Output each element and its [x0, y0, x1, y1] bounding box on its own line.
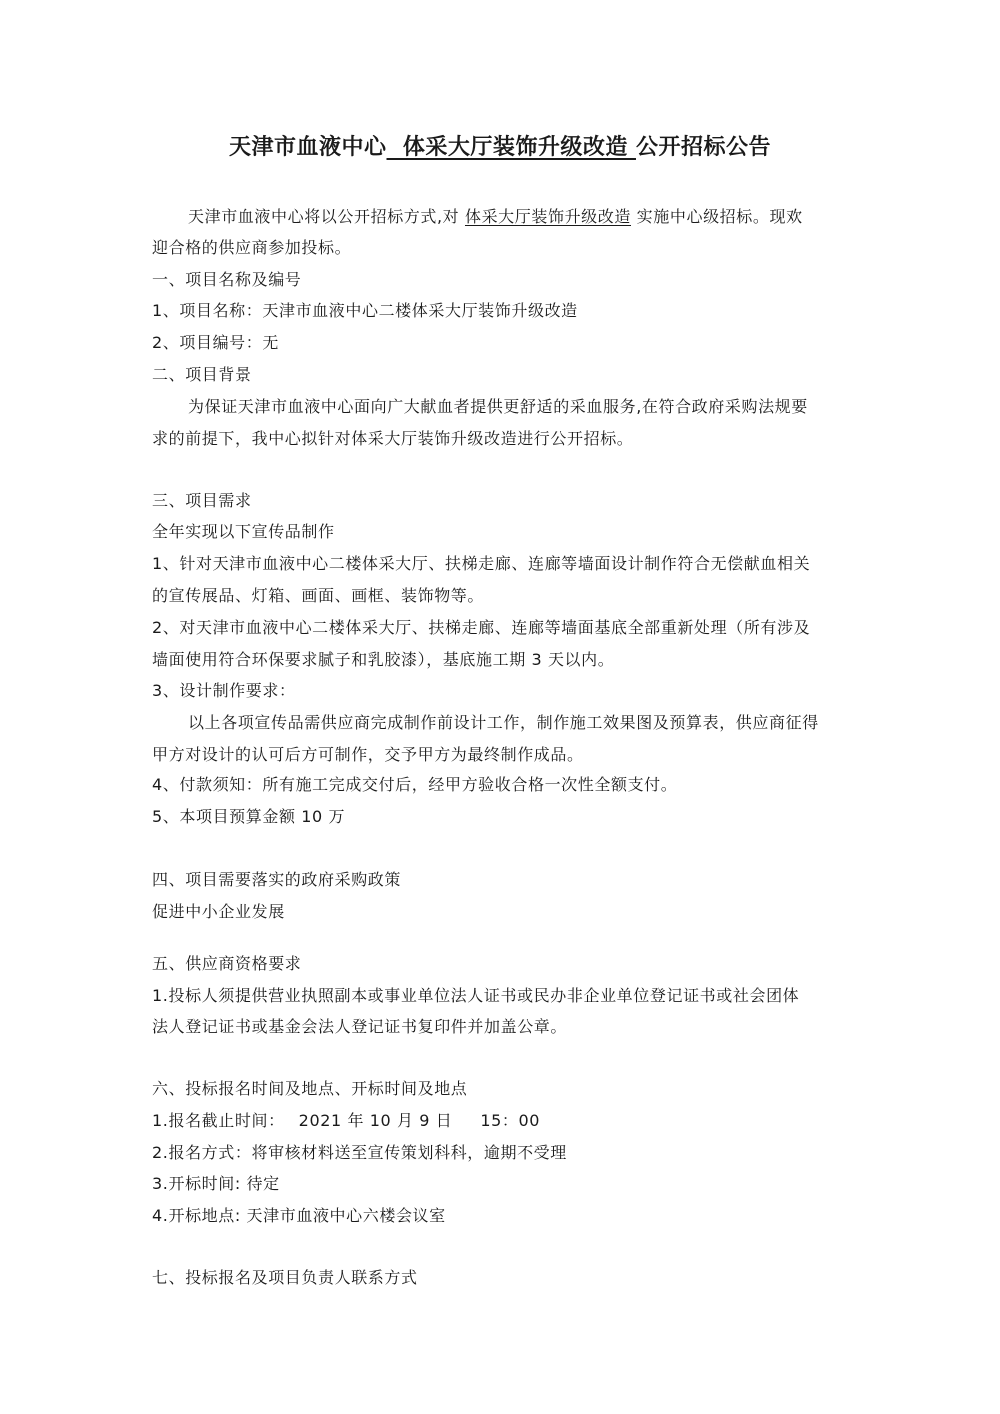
section5-heading: 五、供应商资格要求: [152, 954, 302, 973]
section3-item3-line2: 甲方对设计的认可后方可制作，交予甲方为最终制作成品。: [152, 745, 584, 764]
title-type: 公开招标公告: [635, 135, 771, 160]
section6-item2: 2.报名方式：将审核材料送至宣传策划科科，逾期不受理: [152, 1143, 567, 1162]
intro-line-1: [188, 205, 803, 229]
section2-line1: 为保证天津市血液中心面向广大献血者提供更舒适的采血服务,在符合政府采购法规要: [188, 397, 808, 416]
section3-item1-line1: 1、针对天津市血液中心二楼体采大厅、扶梯走廊、连廊等墙面设计制作符合无偿献血相关: [152, 554, 811, 573]
deadline-time: 15：00: [480, 1111, 541, 1130]
section1-item1: 1、项目名称：天津市血液中心二楼体采大厅装饰升级改造: [152, 301, 578, 320]
intro-line-2: 迎合格的供应商参加投标。: [152, 238, 352, 257]
section3-item3-line1: 以上各项宣传品需供应商完成制作前设计工作，制作施工效果图及预算表，供应商征得: [188, 713, 819, 732]
section3-item2-line1: 2、对天津市血液中心二楼体采大厅、扶梯走廊、连廊等墙面基底全部重新处理（所有涉及: [152, 618, 811, 637]
section4-heading: 四、项目需要落实的政府采购政策: [152, 870, 402, 889]
section3-item1-line2: 的宣传展品、灯箱、画面、画框、装饰物等。: [152, 586, 485, 605]
section2-line2: 求的前提下，我中心拟针对体采大厅装饰升级改造进行公开招标。: [152, 429, 634, 448]
section3-item3: 3、设计制作要求：: [152, 681, 296, 700]
section6-item3: 3.开标时间: 待定: [152, 1174, 280, 1193]
title-org: 天津市血液中心: [228, 135, 387, 160]
intro-text-a: 天津市血液中心将以公开招标方式,对: [188, 207, 465, 226]
section1-item2: 2、项目编号：无: [152, 333, 279, 352]
section3-sub: 全年实现以下宣传品制作: [152, 522, 335, 541]
section6-item4: 4.开标地点: 天津市血液中心六楼会议室: [152, 1206, 446, 1225]
deadline-date: 2021 年 10 月 9 日: [298, 1111, 453, 1130]
section3-item5: 5、本项目预算金额 10 万: [152, 807, 346, 826]
section4-line1: 促进中小企业发展: [152, 902, 285, 921]
deadline-label: 1.报名截止时间：: [152, 1111, 285, 1130]
section6-deadline: [152, 1109, 540, 1133]
intro-project-name: 体采大厅装饰升级改造: [464, 207, 631, 226]
section3-item4: 4、付款须知：所有施工完成交付后，经甲方验收合格一次性全额支付。: [152, 775, 678, 794]
section3-heading: 三、项目需求: [152, 491, 252, 510]
section5-line1: 1.投标人须提供营业执照副本或事业单位法人证书或民办非企业单位登记证书或社会团体: [152, 986, 800, 1005]
title-project: 体采大厅装饰升级改造: [386, 135, 636, 160]
section7-heading: 七、投标报名及项目负责人联系方式: [152, 1268, 418, 1287]
section1-heading: 一、项目名称及编号: [152, 270, 302, 289]
section3-item2-line2: 墙面使用符合环保要求腻子和乳胶漆），基底施工期 3 天以内。: [152, 650, 615, 669]
document-title: [0, 131, 1000, 165]
section6-heading: 六、投标报名时间及地点、开标时间及地点: [152, 1079, 468, 1098]
section5-line2: 法人登记证书或基金会法人登记证书复印件并加盖公章。: [152, 1017, 568, 1036]
section2-heading: 二、项目背景: [152, 365, 252, 384]
intro-text-c: 实施中心级招标。现欢: [631, 207, 803, 226]
